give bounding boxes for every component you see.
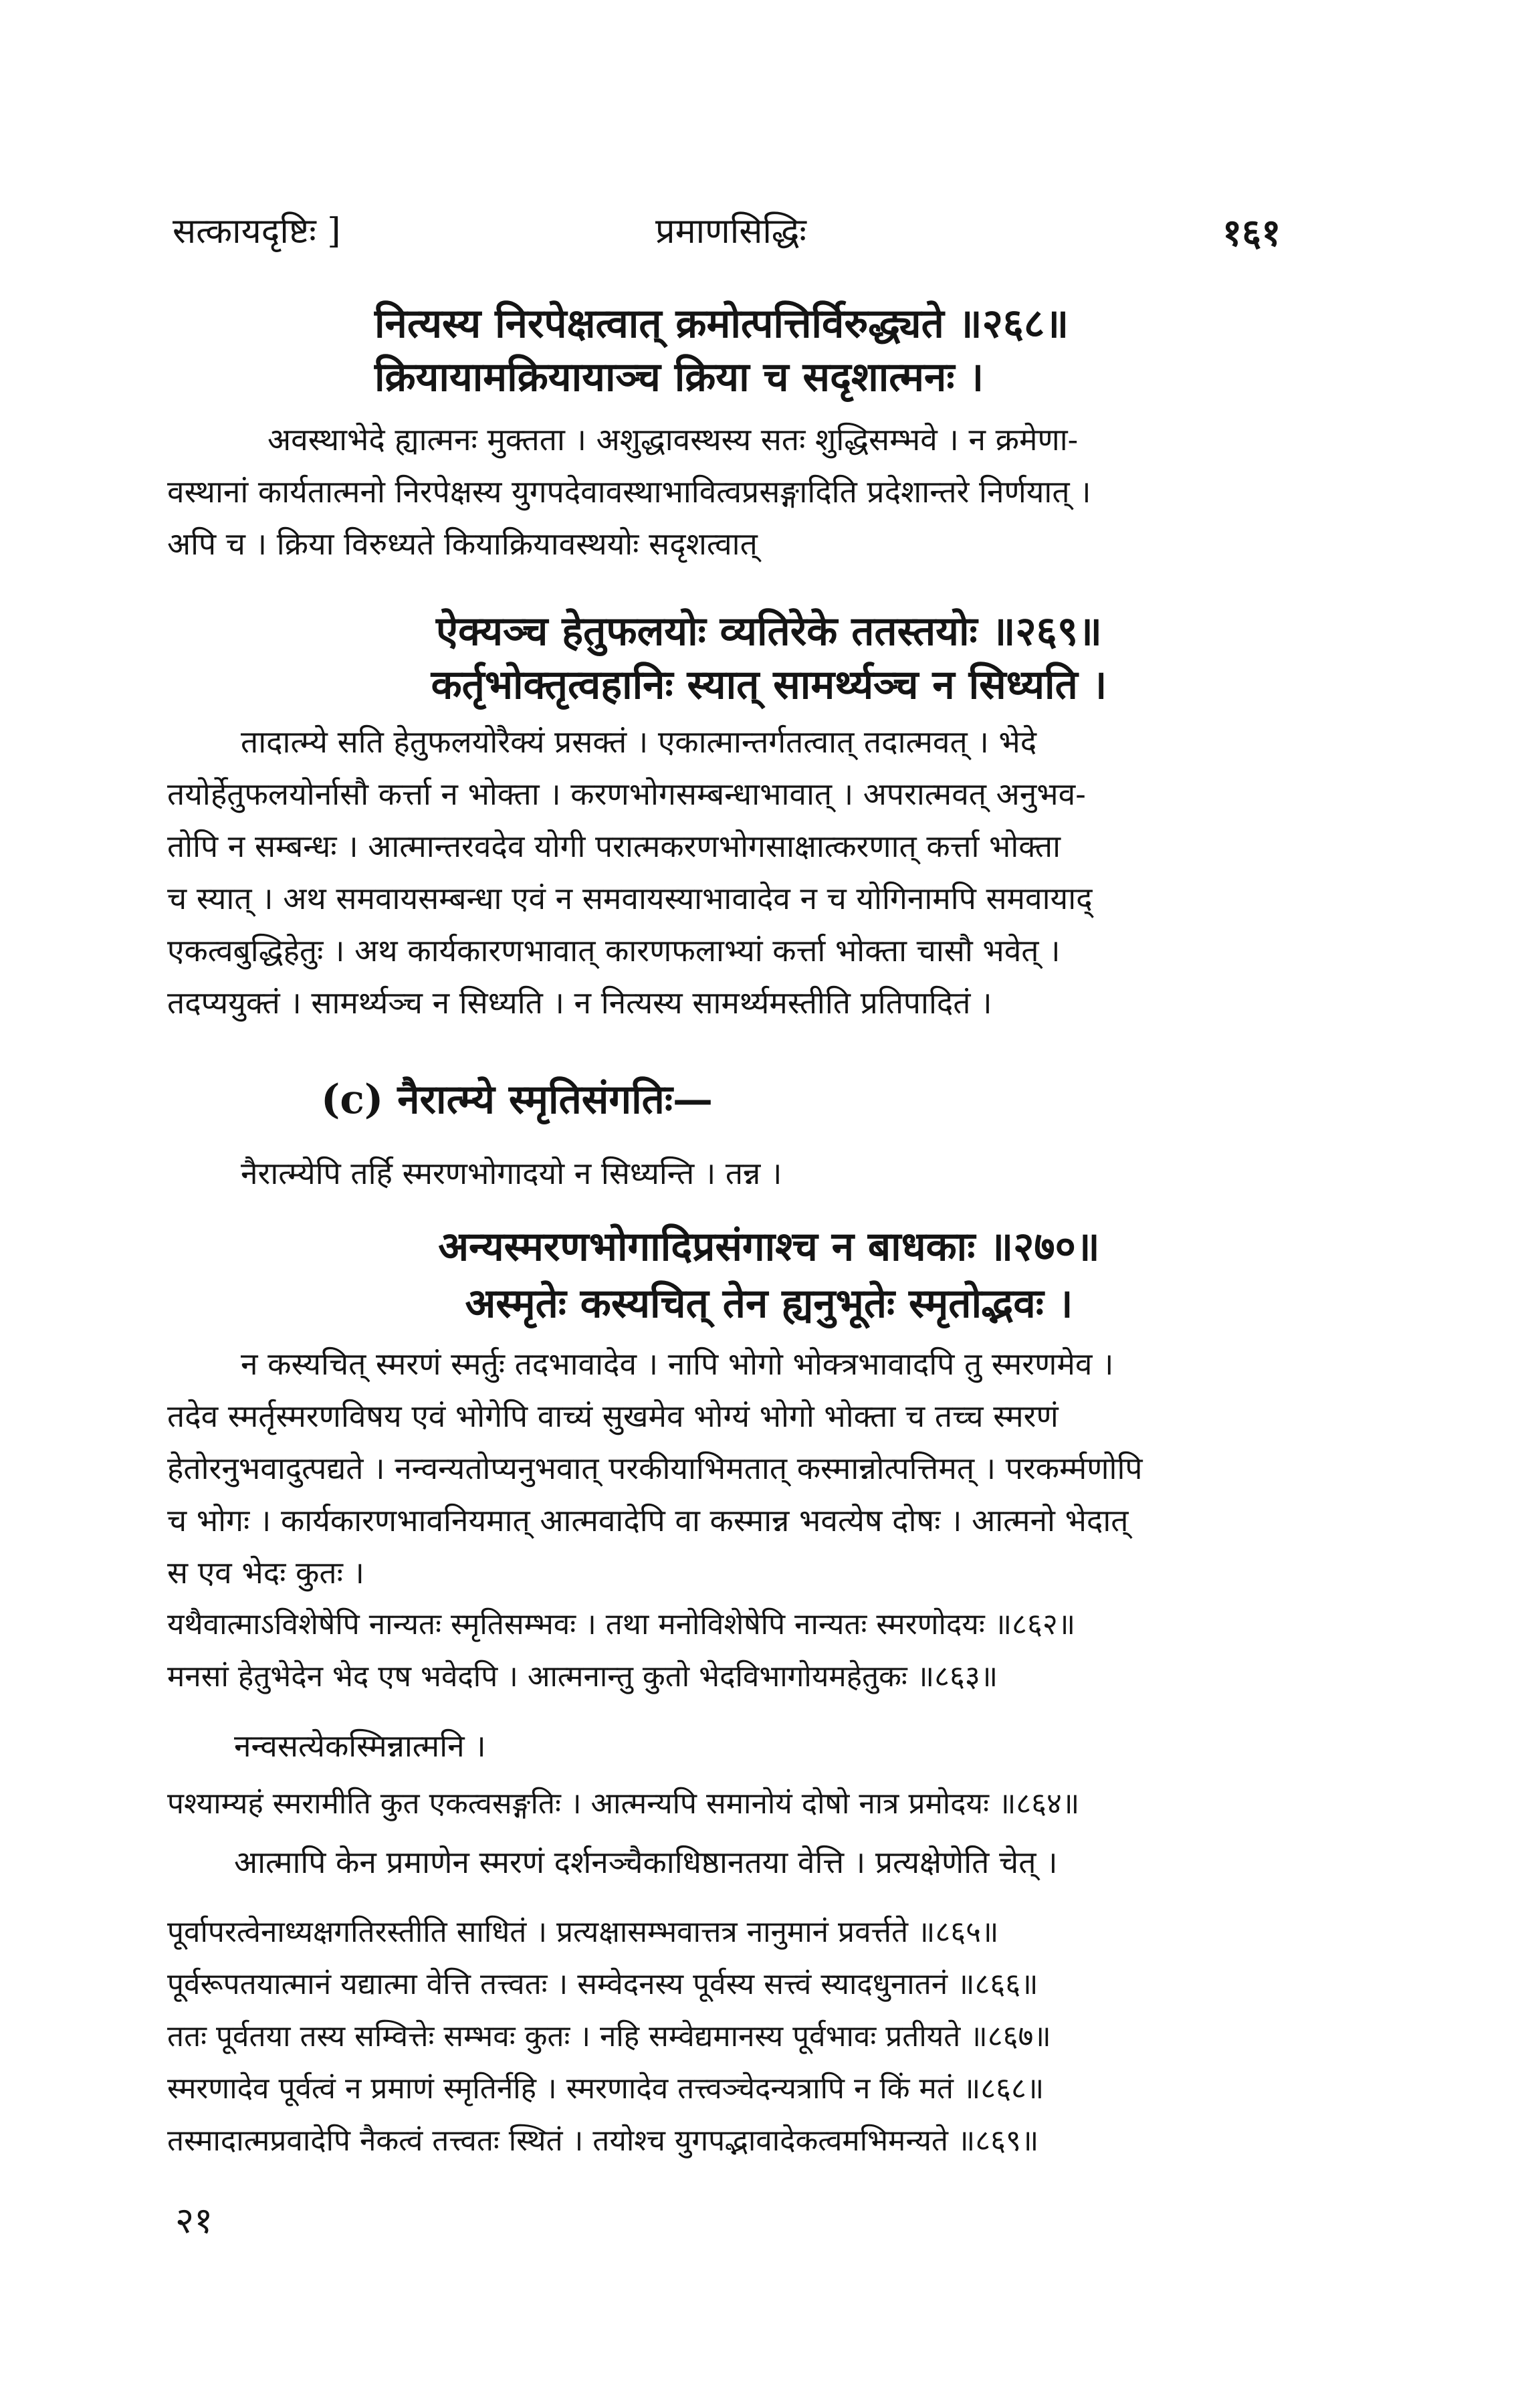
page-number: १६१: [1222, 211, 1281, 255]
commentary-paragraph: [167, 413, 1277, 570]
signature-mark: २१: [175, 2199, 213, 2241]
commentary-paragraph: [167, 1338, 1277, 1599]
commentary-line: आत्मापि केन प्रमाणेन स्मरणं दर्शनञ्चैकाधिष्ठानतया वेत्ति । प्रत्यक्षेणेति चेत् ।: [234, 1844, 1058, 1880]
paragraph-line: एकत्वबुद्धिहेतुः । अथ कार्यकारणभावात् कारणफलाभ्यां कर्त्ता भोक्ता चासौ भवेत् ।: [167, 932, 1061, 969]
quoted-verse-line: पूर्वरूपतयात्मानं यद्यात्मा वेत्ति तत्त्वतः । सम्वेदनस्य पूर्वस्य सत्त्वं स्यादधुनातनं ॥८६६॥: [167, 1967, 1038, 2001]
paragraph-line: तदप्ययुक्तं । सामर्थ्यञ्च न सिध्यति । न नित्यस्य सामर्थ्यमस्तीति प्रतिपादितं ।: [167, 985, 992, 1021]
quoted-verse-line: पश्याम्यहं स्मरामीति कुत एकत्वसङ्गतिः । आत्मन्यपि समानोयं दोषो नात्र प्रमोदयः ॥८६४॥: [167, 1787, 1080, 1821]
quoted-verses: [167, 1906, 1277, 2167]
quoted-verse-line: ततः पूर्वतया तस्य सम्वित्तेः सम्भवः कुतः । नहि सम्वेद्यमानस्य पूर्वभावः प्रतीयते ॥८६७॥: [167, 2019, 1051, 2053]
commentary-line: नैरात्म्येपि तर्हि स्मरणभोगादयो न सिध्यन्ति । तन्न ।: [241, 1155, 782, 1191]
paragraph-line: अवस्थाभेदे ह्यात्मनः मुक्तता । अशुद्धावस्थस्य सतः शुद्धिसम्भवे । न क्रमेणा-: [267, 421, 1079, 458]
commentary-line: नन्वसत्येकस्मिन्नात्मनि ।: [234, 1728, 486, 1764]
commentary-paragraph: [167, 716, 1277, 1029]
verse-line: अस्मृतेः कस्यचित् तेन ह्यनुभूतेः स्मृतोद्भवः ।: [465, 1280, 1073, 1327]
verse-line: अन्यस्मरणभोगादिप्रसंगाश्च न बाधकाः ॥२७०॥: [438, 1223, 1100, 1270]
paragraph-line: तदेव स्मर्तृस्मरणविषय एवं भोगेपि वाच्यं सुखमेव भोग्यं भोगो भोक्ता च तच्च स्मरणं: [167, 1398, 1059, 1434]
verse-line: क्रियायामक्रियायाञ्च क्रिया च सदृशात्मनः ।: [374, 354, 984, 401]
paragraph-line: तादात्म्ये सति हेतुफलयोरैक्यं प्रसक्तं । एकात्मान्तर्गतत्वात् तदात्मवत् । भेदे: [241, 724, 1037, 760]
quoted-verse-line: यथैवात्माऽविशेषेपि नान्यतः स्मृतिसम्भवः । तथा मनोविशेषेपि नान्यतः स्मरणोदयः ॥८६२॥: [167, 1607, 1076, 1641]
paragraph-line: च भोगः । कार्यकारणभावनियमात् आत्मवादेपि वा कस्मान्न भवत्येष दोषः । आत्मनो भेदात्: [167, 1502, 1129, 1538]
quoted-verse-line: स्मरणादेव पूर्वत्वं न प्रमाणं स्मृतिर्नहि । स्मरणादेव तत्त्वञ्चेदन्यत्रापि न किं मतं ॥८६८॥: [167, 2072, 1045, 2106]
paragraph-line: वस्थानां कार्यतात्मनो निरपेक्षस्य युगपदेवावस्थाभावित्वप्रसङ्गादिति प्रदेशान्तरे निर्णयात् ।: [167, 474, 1091, 510]
paragraph-line: तोपि न सम्बन्धः । आत्मान्तरवदेव योगी परात्मकरणभोगसाक्षात्करणात् कर्त्ता भोक्ता: [167, 828, 1061, 864]
quoted-verses: [167, 1599, 1277, 1703]
paragraph-line: अपि च । क्रिया विरुध्यते कियाक्रियावस्थयोः सदृशत्वात्: [167, 526, 758, 562]
paragraph-line: तयोर्हेतुफलयोर्नासौ कर्त्ता न भोक्ता । करणभोगसम्बन्धाभावात् । अपरात्मवत् अनुभव-: [167, 776, 1086, 812]
running-header-title: प्रमाणसिद्धिः: [655, 211, 806, 252]
quoted-verse-line: पूर्वापरत्वेनाध्यक्षगतिरस्तीति साधितं । प्रत्यक्षासम्भवात्तत्र नानुमानं प्रवर्त्तते ॥८६५॥: [167, 1915, 999, 1949]
paragraph-line: हेतोरनुभवादुत्पद्यते । नन्वन्यतोप्यनुभवात् परकीयाभिमतात् कस्मान्नोत्पत्तिमत् । परकर्म्मणोपि: [167, 1450, 1143, 1486]
section-heading: (c) नैरात्म्ये स्मृतिसंगतिः—: [321, 1076, 713, 1123]
verse-line: नित्यस्य निरपेक्षत्वात् क्रमोत्पत्तिर्विरुद्ध्यते ॥२६८॥: [374, 300, 1069, 347]
paragraph-line: न कस्यचित् स्मरणं स्मर्तुः तदभावादेव । नापि भोगो भोक्त्रभावादपि तु स्मरणमेव ।: [241, 1346, 1114, 1382]
quoted-verse-line: मनसां हेतुभेदेन भेद एष भवेदपि । आत्मनान्तु कुतो भेदविभागोयमहेतुकः ॥८६३॥: [167, 1660, 998, 1694]
quoted-verse-line: तस्मादात्मप्रवादेपि नैकत्वं तत्त्वतः स्थितं । तयोश्च युगपद्भावादेकत्वमभिमन्यते ॥८६९॥: [167, 2124, 1039, 2158]
paragraph-line: च स्यात् । अथ समवायसम्बन्धा एवं न समवायस्याभावादेव न च योगिनामपि समवायाद्: [167, 880, 1093, 916]
verse-line: ऐक्यञ्च हेतुफलयोः व्यतिरेके ततस्तयोः ॥२६९॥: [436, 608, 1102, 655]
verse-line: कर्तृभोक्तृत्वहानिः स्यात् सामर्थ्यञ्च न सिध्यति ।: [431, 662, 1107, 708]
quoted-verses: [167, 1778, 1277, 1830]
running-header-left: सत्कायदृष्टिः ]: [173, 211, 341, 252]
paragraph-line: स एव भेदः कुतः ।: [167, 1554, 364, 1591]
